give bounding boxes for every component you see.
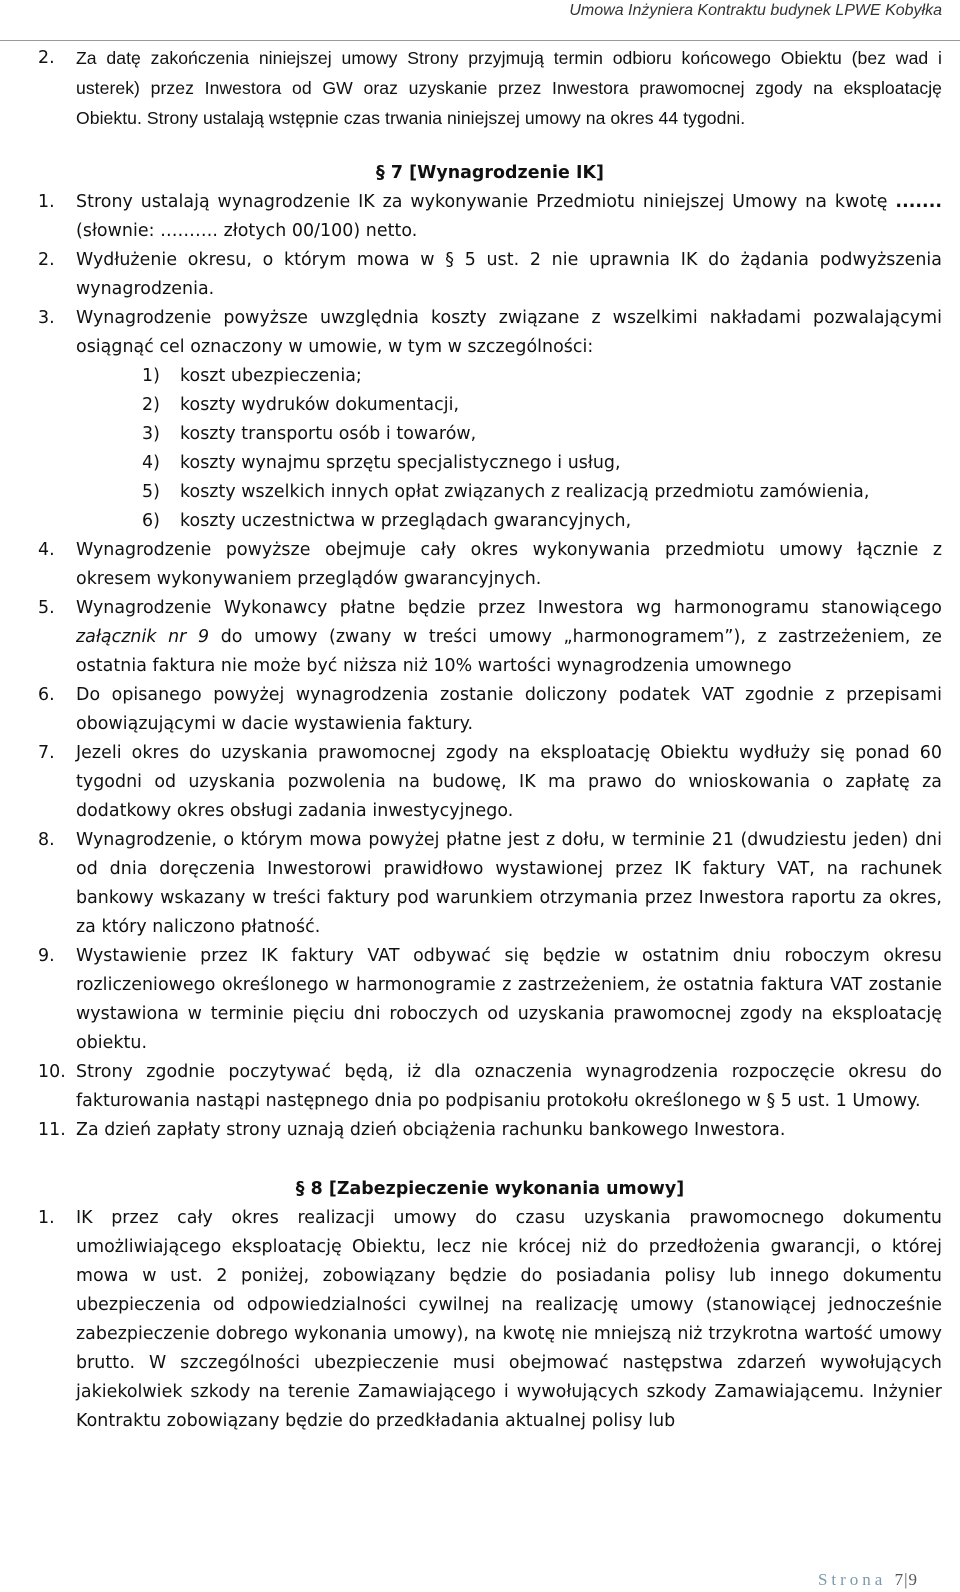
list-item bbox=[0, 362, 960, 391]
paragraph-text: Do opisanego powyżej wynagrodzenia zostanie doliczony podatek VAT zgodnie z przepisami obowiązującymi w dacie wystawienia faktury. bbox=[76, 685, 942, 734]
paragraph-number: 2. bbox=[38, 48, 55, 68]
list-number: 5) bbox=[142, 482, 160, 502]
attachment-reference: załącznik nr 9 bbox=[76, 627, 210, 647]
paragraph-text-rest: (słownie: ………. złotych 00/100) netto. bbox=[76, 221, 418, 241]
paragraph-7-1 bbox=[0, 188, 960, 246]
list-item bbox=[0, 478, 960, 507]
list-text: koszty wynajmu sprzętu specjalistycznego i usług, bbox=[180, 453, 621, 473]
paragraph-number: 1. bbox=[38, 1208, 55, 1228]
amount-placeholder: ....... bbox=[895, 192, 943, 212]
paragraph-text: Za dzień zapłaty strony uznają dzień obciążenia rachunku bankowego Inwestora. bbox=[76, 1120, 786, 1140]
page-label: Strona bbox=[817, 1570, 887, 1589]
paragraph-7-7 bbox=[0, 739, 960, 826]
list-text: koszty transportu osób i towarów, bbox=[180, 424, 477, 444]
paragraph-text: Wydłużenie okresu, o którym mowa w § 5 ust. 2 nie uprawnia IK do żądania podwyższenia wynagrodzenia. bbox=[76, 250, 942, 299]
list-number: 4) bbox=[142, 453, 160, 473]
section-7-heading: § 7 [Wynagrodzenie IK] bbox=[375, 163, 604, 183]
paragraph-8-1 bbox=[0, 1204, 960, 1436]
paragraph-number: 2. bbox=[38, 250, 55, 270]
list-text: koszty uczestnictwa w przeglądach gwarancyjnych, bbox=[180, 511, 632, 531]
list-number: 2) bbox=[142, 395, 160, 415]
paragraph-7-10 bbox=[0, 1058, 960, 1116]
paragraph-text: Wynagrodzenie powyższe uwzględnia koszty związane z wszelkimi nakładami pozwalającymi osiągnąć cel oznaczony w umowie, w tym w szczególności: bbox=[76, 308, 942, 357]
paragraph-number: 6. bbox=[38, 685, 55, 705]
paragraph-text: Wynagrodzenie Wykonawcy płatne będzie przez Inwestora wg harmonogramu stanowiącego bbox=[76, 598, 942, 618]
paragraph-7-8 bbox=[0, 826, 960, 942]
paragraph-text: Strony zgodnie poczytywać będą, iż dla oznaczenia wynagrodzenia rozpoczęcie okresu do fakturowania nastąpi następnego dnia po podpisaniu protokołu określonego w § 5 ust. 1 Umowy. bbox=[76, 1062, 942, 1111]
paragraph-text: Wynagrodzenie, o którym mowa powyżej płatne jest z dołu, w terminie 21 (dwudziestu jeden) dni od dnia doręczenia Inwestorowi prawidłowo wystawionej przez IK faktury VAT, na rachunek bankowy wskazany w treści faktury pod warunkiem otrzymania przez Inwestora raportu za okres, za który naliczono płatność. bbox=[76, 830, 942, 937]
paragraph-7-6 bbox=[0, 681, 960, 739]
paragraph-number: 8. bbox=[38, 830, 55, 850]
paragraph-number: 7. bbox=[38, 743, 55, 763]
list-item bbox=[0, 449, 960, 478]
list-text: koszty wydruków dokumentacji, bbox=[180, 395, 460, 415]
paragraph-7-5 bbox=[0, 594, 960, 681]
paragraph-7-3 bbox=[0, 304, 960, 362]
document-body bbox=[0, 44, 960, 1436]
paragraph-7-2 bbox=[0, 246, 960, 304]
page-number: 7|9 bbox=[894, 1570, 918, 1589]
list-item bbox=[0, 420, 960, 449]
paragraph-text: Wynagrodzenie powyższe obejmuje cały okres wykonywania przedmiotu umowy łącznie z okresem wykonywaniem przeglądów gwarancyjnych. bbox=[76, 540, 942, 589]
paragraph-text: Jezeli okres do uzyskania prawomocnej zgody na eksploatację Obiektu wydłuży się ponad 60 tygodni od uzyskania pozwolenia na budowę, IK ma prawo do wnioskowania o zapłatę za dodatkowy okres obsługi zadania inwestycyjnego. bbox=[76, 743, 942, 821]
paragraph-6-2 bbox=[0, 44, 960, 134]
paragraph-number: 4. bbox=[38, 540, 55, 560]
paragraph-text: Strony ustalają wynagrodzenie IK za wykonywanie Przedmiotu niniejszej Umowy na kwotę bbox=[76, 192, 888, 212]
paragraph-number: 1. bbox=[38, 192, 55, 212]
list-number: 3) bbox=[142, 424, 160, 444]
paragraph-7-9 bbox=[0, 942, 960, 1058]
page-footer bbox=[818, 1570, 918, 1590]
list-item bbox=[0, 391, 960, 420]
section-8-heading: § 8 [Zabezpieczenie wykonania umowy] bbox=[295, 1179, 685, 1199]
paragraph-number: 9. bbox=[38, 946, 55, 966]
paragraph-text: Za datę zakończenia niniejszej umowy Strony przyjmują termin odbioru końcowego Obiektu (bez wad i usterek) przez Inwestora od GW oraz uzyskanie przez Inwestora prawomocnej zgody na eksploatację Obiektu. Strony ustalają wstępnie czas trwania niniejszej umowy na okres 44 tygodni. bbox=[76, 48, 942, 128]
paragraph-text-rest: do umowy (zwany w treści umowy „harmonogramem”), z zastrzeżeniem, ze ostatnia faktura nie może być niższa niż 10% wartości wynagrodzenia umownego bbox=[76, 627, 942, 676]
paragraph-number: 11. bbox=[38, 1120, 66, 1140]
paragraph-number: 5. bbox=[38, 598, 55, 618]
list-number: 1) bbox=[142, 366, 160, 386]
paragraph-text: Wystawienie przez IK faktury VAT odbywać się będzie w ostatnim dniu roboczym okresu rozliczeniowego określonego w harmonogramie z zastrzeżeniem, że ostatnia faktura VAT zostanie wystawiona w terminie pięciu dni roboczych od uzyskania prawomocnej zgody na eksploatację obiektu. bbox=[76, 946, 942, 1053]
paragraph-text: IK przez cały okres realizacji umowy do czasu uzyskania prawomocnego dokumentu umożliwiającego eksploatację Obiektu, lecz nie krócej niż do przedłożenia gwarancji, o której mowa w ust. 2 poniżej, zobowiązany będzie do posiadania polisy lub innego dokumentu ubezpieczenia od odpowiedzialności cywilnej na realizację umowy (stanowiącej jednocześnie zabezpieczenie dobrego wykonania umowy), na kwotę nie mniejszą niż trzykrotna wartość umowy brutto. W szczególności ubezpieczenie musi obejmować następstwa zdarzeń wywołujących jakiekolwiek szkody na terenie Zamawiającego i wywołujących szkody Zamawiającemu. Inżynier Kontraktu zobowiązany będzie do przedkładania aktualnej polisy lub bbox=[76, 1208, 942, 1431]
paragraph-number: 10. bbox=[38, 1062, 66, 1082]
paragraph-7-11 bbox=[0, 1116, 960, 1145]
running-header: Umowa Inżyniera Kontraktu budynek LPWE Kobyłka bbox=[569, 2, 942, 19]
paragraph-number: 3. bbox=[38, 308, 55, 328]
list-text: koszt ubezpieczenia; bbox=[180, 366, 362, 386]
paragraph-7-4 bbox=[0, 536, 960, 594]
list-text: koszty wszelkich innych opłat związanych z realizacją przedmiotu zamówienia, bbox=[180, 482, 870, 502]
header-rule bbox=[0, 40, 960, 41]
list-item bbox=[0, 507, 960, 536]
list-number: 6) bbox=[142, 511, 160, 531]
